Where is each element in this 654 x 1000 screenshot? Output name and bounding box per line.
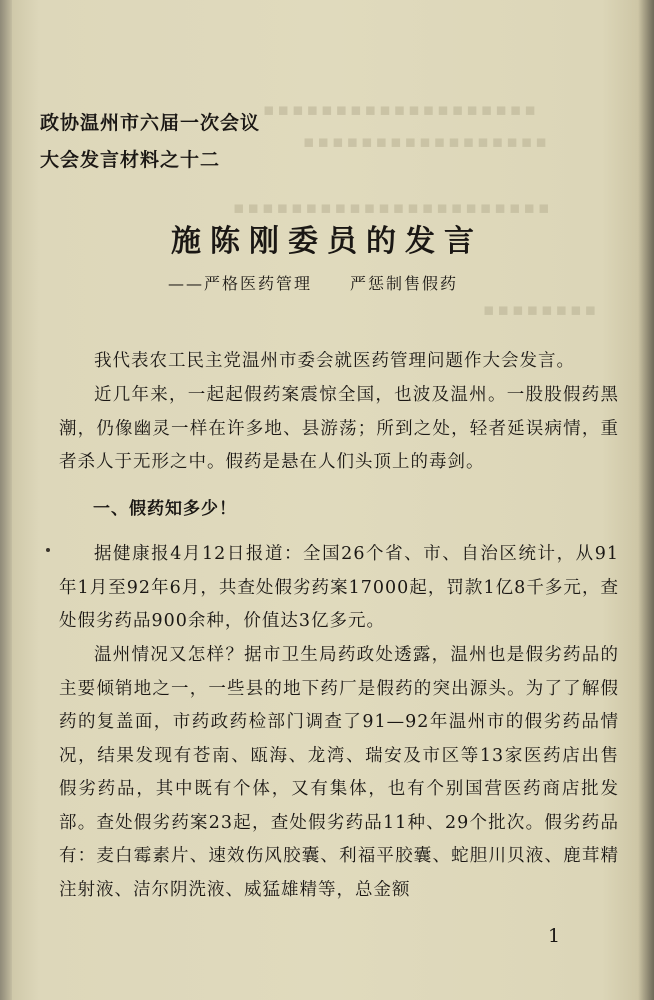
margin-mark	[46, 548, 50, 552]
intro-paragraph: 我代表农工民主党温州市委会就医药管理问题作大会发言。	[94, 351, 575, 371]
background-paragraph: 近几年来，一起起假药案震惊全国，也波及温州。一股股假药黑潮，仍像幽灵一样在许多地、县游荡；所到之处，轻者延误病情，重者杀人于无形之中。假药是悬在人们头顶上的毒剑。	[59, 385, 619, 472]
bleed-through-texture: ▪▪▪▪▪▪▪▪▪▪▪▪▪▪▪▪▪▪▪▪▪▪	[230, 198, 550, 218]
national-stats-paragraph: 据健康报4月12日报道：全国26个省、市、自治区统计，从91年1月至92年6月，共查处假劣药案17000起，罚款1亿8千多元，查处假劣药品900余种，价值达3亿多元。	[59, 544, 619, 631]
page-title: 施陈刚委员的发言	[171, 224, 483, 259]
subtitle-part2: 严惩制售假药	[350, 274, 459, 293]
series-label-line2: 大会发言材料之十二	[40, 149, 221, 171]
page-number: 1	[548, 925, 561, 947]
subtitle	[168, 271, 458, 294]
wenzhou-paragraph: 温州情况又怎样？据市卫生局药政处透露，温州也是假劣药品的主要倾销地之一，一些县的地下药厂是假药的突出源头。为了了解假药的复盖面，市药政药检部门调查了91—92年温州市的假劣药品情况，结果发现有苍南、瓯海、龙湾、瑞安及市区等13家医药店出售假劣药品，其中既有个体，又有集体，也有个别国营医药商店批发部。查处假劣药案23起，查处假劣药品11种、29个批次。假劣药品有：麦白霉素片、速效伤风胶囊、利福平胶囊、蛇胆川贝液、鹿茸精注射液、洁尔阴洗液、威猛雄精等，总金额	[59, 645, 619, 900]
binding-shadow	[0, 0, 12, 1000]
bleed-through-texture: ▪▪▪▪▪▪▪▪▪▪▪▪▪▪▪▪▪▪▪	[260, 100, 536, 120]
series-label-line1: 政协温州市六届一次会议	[40, 112, 261, 134]
bleed-through-texture: ▪▪▪▪▪▪▪▪	[480, 300, 597, 320]
subtitle-part1: ——严格医药管理	[168, 274, 313, 293]
section-heading: 一、假药知多少！	[93, 499, 237, 519]
bleed-through-texture: ▪▪▪▪▪▪▪▪▪▪▪▪▪▪▪▪▪	[300, 132, 547, 152]
page-edge-shadow	[638, 0, 654, 1000]
